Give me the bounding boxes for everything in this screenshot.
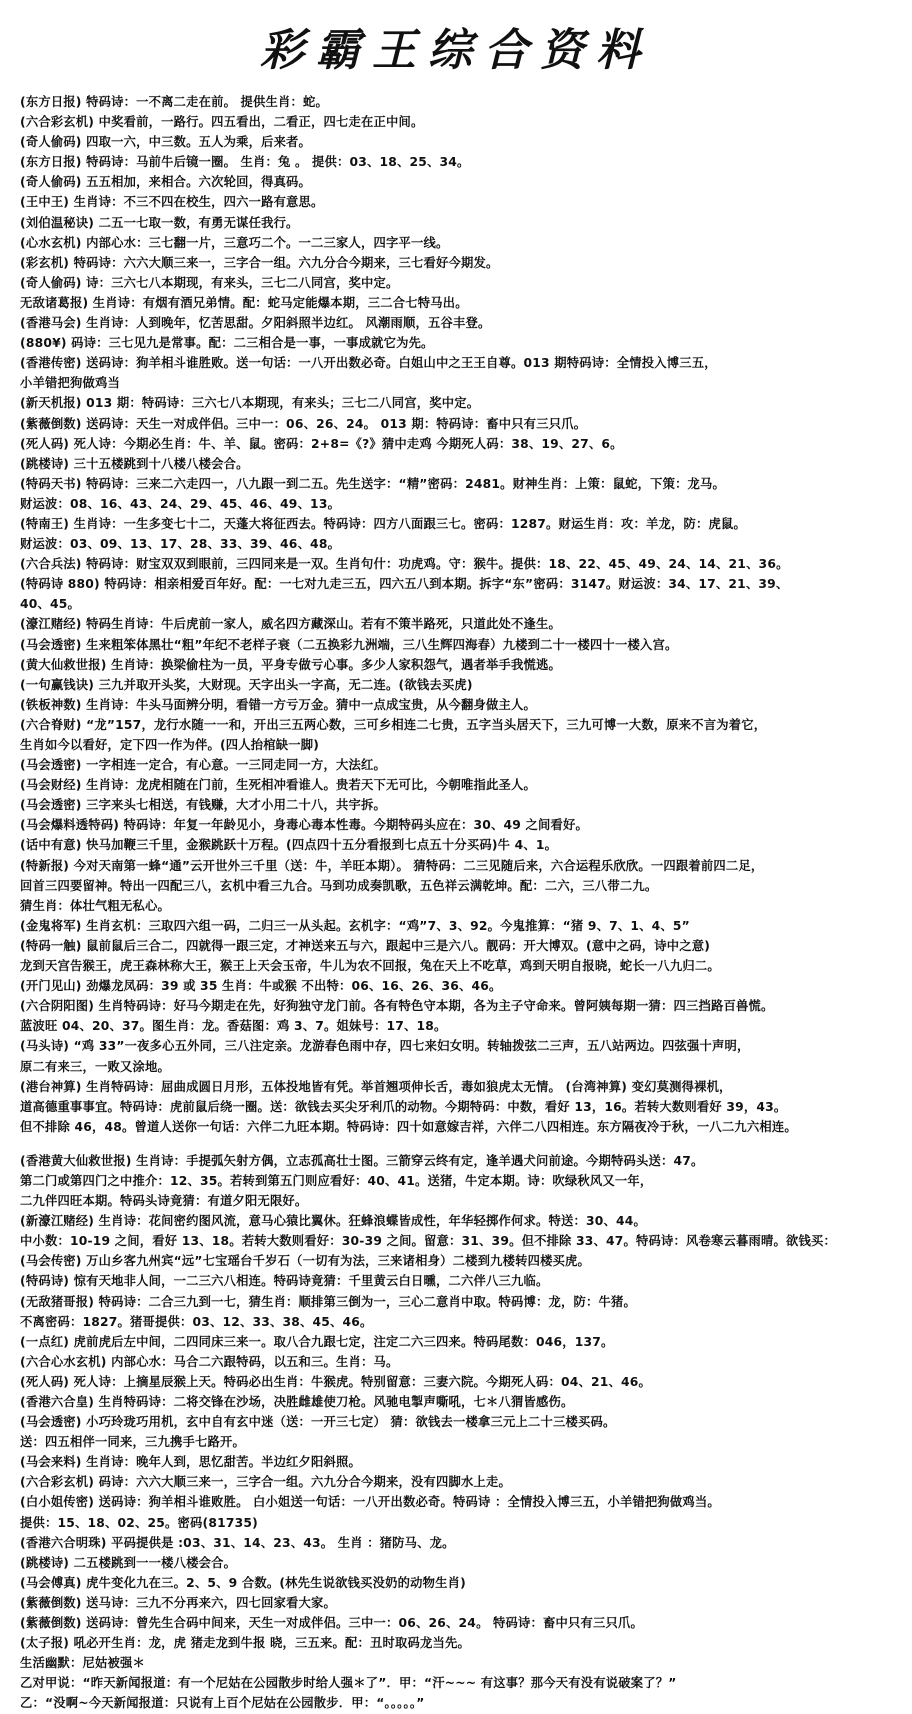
text-line: (马会透密) 生来粗笨体黑壮“粗”年纪不老样子衰（二五换彩九洲端，三八生辉四海春）九楼到二十一楼四十一楼入宫。 xyxy=(20,637,678,652)
text-line: (六合阴阳图) 生肖特码诗：好马今期走在先，好狗独守龙门前。各有特色守本期，各为主子守命来。曾阿姨每期一猜：四三挡路百兽慌。 xyxy=(20,999,774,1014)
text-line: (新天机报) 013 期：特码诗：三六七八本期现，有来头；三七二八同宫，奖中定。 xyxy=(20,396,480,411)
text-line: (金鬼将军) 生肖玄机：三取四六组一码，二归三一从头起。玄机字：“鸡”7、3、92。今鬼推算：“猪 9、7、1、4、5” xyxy=(20,918,690,933)
text-line: (东方日报) 特码诗：一不离二走在前。 提供生肖：蛇。 xyxy=(20,95,329,109)
text-line: (跳楼诗) 二五楼跳到一一楼八楼会合。 xyxy=(20,1555,237,1570)
text-line: (港台神算) 生肖特码诗：屈曲成圆日月形，五体投地皆有凭。举首翘项伸长舌，毒如狼虎太无情。 (台湾神算) 变幻莫测得裸机， xyxy=(20,1079,732,1094)
text-line xyxy=(20,1137,904,1151)
text-line: (白小姐传密) 送码诗：狗羊相斗谁败胜。 白小姐送一句话：一八开出数必奇。特码诗 ：全情投入博三五，小羊错把狗做鸡当。 xyxy=(20,1495,720,1510)
text-line: (六合脊财) “龙”157，龙行水随一一和，开出三五两心数，三可乡相连二七贵，五字当头居天下，三九可博一大数，原来不言为着它， xyxy=(20,717,767,732)
text-line: (马头诗) “鸡 33”一夜多心五外同，三八注定亲。龙游春色雨中存，四七来妇女明。转轴拨弦二三声，五八站两边。四弦强十声明， xyxy=(20,1039,750,1054)
text-line: 中小数：10-19 之间，看好 13、18。若转大数则看好：30-39 之间。留意：31、39。但不排除 33、47。特码诗：风卷寒云暮雨晴。欲钱买： xyxy=(20,1234,837,1249)
text-line: 原二有来三，一败又涂地。 xyxy=(20,1059,170,1074)
text-line: (六合彩玄机) 中奖看前，一路行。四五看出，二看正，四七走在正中间。 xyxy=(20,115,424,130)
text-line: 财运波：08、16、43、24、29、45、46、49、13。 xyxy=(20,496,341,511)
text-line: (特新报) 今对天南第一蜂“通”云开世外三千里（送：牛，羊旺本期）。 猜特码：二三见随后来，六合运程乐欣欣。一四跟着前四二足， xyxy=(20,858,764,873)
text-line: (香港六合皇) 生肖特码诗：二将交锋在沙场，决胜雌雄使刀枪。风驰电掣声嘶吼，七＊八猬皆感伤。 xyxy=(20,1395,574,1409)
text-line: (紫薇倒数) 送码诗：天生一对成伴侣。三中一：06、26、24。 013 期：特码诗：畜中只有三只爪。 xyxy=(20,416,587,431)
text-line: (特南王) 生肖诗：一生多变七十二，天蓬大将征西去。特码诗：四方八面跟三七。密码：1287。财运生肖：攻：羊龙，防：虎鼠。 xyxy=(20,516,746,531)
text-line: (刘伯温秘诀) 二五一七取一数，有勇无谋任我行。 xyxy=(20,215,299,230)
text-line: (紫薇倒数) 送马诗：三九不分再来六，四七回家看大家。 xyxy=(20,1595,337,1610)
text-line: (紫薇倒数) 送码诗：曾先生合码中间来，天生一对成伴侣。三中一：06、26、24。 特码诗：畜中只有三只爪。 xyxy=(20,1616,644,1631)
text-line: (马会爆料透特码) 特码诗：年复一年龄见小，身毒心毒本性毒。今期特码头应在：30、49 之间看好。 xyxy=(20,818,589,833)
document-page xyxy=(0,22,912,1710)
text-line: (王中王) 生肖诗：不三不四在校生，四六一路有意思。 xyxy=(20,195,324,210)
text-line: 道高德重事事宜。特码诗：虎前鼠后绕一圈。送：欲钱去买尖牙利爪的动物。今期特码：中数，看好 13，16。若转大数则看好 39，43。 xyxy=(20,1099,787,1114)
text-line: 乙：“没啊~今天新闻报道：只说有上百个尼姑在公园散步．甲：“。。。。。” xyxy=(20,1696,425,1711)
text-line: (新濠江赌经) 生肖诗：花间密约图风流，意马心猿比翼休。狂蜂浪蝶皆成性，年华轻掷作何求。特送：30、44。 xyxy=(20,1214,647,1229)
text-line: (马会财经) 生肖诗：龙虎相随在门前，生死相冲看谁人。贵若天下无可比，今朝唯指此圣人。 xyxy=(20,778,536,793)
text-line: (马会傅真) 虎牛变化九在三。2、5、9 合数。(林先生说欲钱买没奶的动物生肖) xyxy=(20,1575,466,1590)
text-line: (濠江赌经) 特码生肖诗：牛后虎前一家人，威名四方藏深山。若有不策半路死，只道此处不逢生。 xyxy=(20,617,561,632)
text-line: 提供：15、18、02、25。密码(81735) xyxy=(20,1515,258,1530)
text-line: 小羊错把狗做鸡当 xyxy=(20,376,120,391)
text-line: 回首三四要留神。特出一四配三八，玄机中看三九合。马到功成奏凯歌，五色祥云满乾坤。配：二六，三八带二九。 xyxy=(20,878,658,893)
text-line: (马会传密) 万山乡客九州宾“远”七宝瑶台千岁石（一切有为法，三来诸相身）二楼到九楼转四楼买虎。 xyxy=(20,1254,591,1269)
text-line: (死人码) 死人诗：今期必生肖：牛、羊、鼠。密码：2+8=《?》猜中走鸡 今期死人码：38、19、27、6。 xyxy=(20,436,623,451)
text-line: (心水玄机) 内部心水：三七翻一片，三意巧二个。一二三家人，四字平一线。 xyxy=(20,235,449,250)
text-line: (开门见山) 劲爆龙凤码：39 或 35 生肖：牛或猴 不出特：06、16、26、36、46。 xyxy=(20,979,502,994)
text-line: (死人码) 死人诗：上摘星辰猴上天。特码必出生肖：牛猴虎。特别留意：三妻六院。今期死人码：04、21、46。 xyxy=(20,1374,652,1389)
text-line: (东方日报) 特码诗：马前牛后镜一圈。 生肖：兔 。 提供：03、18、25、34。 xyxy=(20,155,470,170)
text-line: 无敌诸葛报) 生肖诗：有烟有酒兄弟情。配：蛇马定能爆本期，三二合七特马出。 xyxy=(20,295,468,310)
text-line: (无敌猪哥报) 特码诗：二合三九到一七，猜生肖：顺排第三倒为一，三心二意肖中取。特码博：龙，防：牛猪。 xyxy=(20,1294,636,1309)
text-line: (奇人偷码) 四取一六，中三数。五人为乘，后来者。 xyxy=(20,135,312,150)
text-line: (马会透密) 三字来头七相送，有钱赚，大才小用二十八，共宇拆。 xyxy=(20,798,387,813)
text-line: (奇人偷码) 五五相加，来相合。六次轮回，得真码。 xyxy=(20,175,312,190)
text-line: 40、45。 xyxy=(20,597,81,612)
text-line: (话中有意) 快马加鞭三千里，金猴跳跃十万程。(四点四十五分看报到七点五十分买码)牛 4、1。 xyxy=(20,838,558,853)
text-line: (香港马会) 生肖诗：人到晚年，忆苦思甜。夕阳斜照半边红。 风潮雨顺，五谷丰登。 xyxy=(20,316,491,331)
text-line: (特码一触) 鼠前鼠后三合二，四就得一跟三定，才神送来五与六，跟起中三是六八。靓码：开大博双。(意中之码，诗中之意) xyxy=(20,938,711,953)
text-line: (跳楼诗) 三十五楼跳到十八楼八楼会合。 xyxy=(20,456,249,471)
text-line: (香港传密) 送码诗：狗羊相斗谁胜败。送一句话：一八开出数必奇。白姐山中之王王自尊。013 期特码诗：全情投入博三五， xyxy=(20,356,717,371)
text-line: (六合彩玄机) 码诗：六六大顺三来一，三字合一组。六九分合今期来，没有四脚水上走。 xyxy=(20,1475,512,1490)
text-line: 送：四五相伴一同来，三九携手七路开。 xyxy=(20,1435,245,1450)
text-line: (马会来料) 生肖诗：晚年人到，思忆甜苦。半边红夕阳斜照。 xyxy=(20,1455,362,1470)
text-line: (马会透密) 一字相连一定合，有心意。一三同走同一方，大法红。 xyxy=(20,758,387,773)
text-line: 生肖如今以看好，定下四一作为伴。(四人抬棺缺一脚) xyxy=(20,738,320,752)
text-line: 财运波：03、09、13、17、28、33、39、46、48。 xyxy=(20,537,341,552)
page-title: 彩霸王综合资料 xyxy=(260,25,652,76)
text-line: (太子报) 吼必开生肖：龙，虎 猪走龙到牛报 晓，三五来。配：丑时取码龙当先。 xyxy=(20,1636,470,1651)
text-line: 第二门或第四门之中推介：12、35。若转到第五门则应看好：40、41。送猪，牛定本期。诗：吹绿秋风又一年， xyxy=(20,1173,653,1188)
text-line: (特码天书) 特码诗：三来二六走四一，八九跟一到二五。先生送字：“精”密码：2481。财神生肖：上策：鼠蛇，下策：龙马。 xyxy=(20,476,726,491)
text-line: 不离密码：1827。猪哥提供：03、12、33、38、45、46。 xyxy=(20,1314,373,1329)
text-line: (铁板神数) 生肖诗：牛头马面辨分明，看错一方亏万金。猜中一点成宝贵，从今翻身做主人。 xyxy=(20,697,536,712)
text-line: (马会透密) 小巧玲珑巧用机，玄中自有玄中迷（送：一开三七定） 猜：欲钱去一楼拿三元上二十三楼买码。 xyxy=(20,1415,616,1430)
text-line: (880¥) 码诗：三七见九是常事。配：二三相合是一事，一事成就它为先。 xyxy=(20,336,434,351)
text-line: 生活幽默：尼姑被强＊ xyxy=(20,1656,145,1671)
text-line: 蓝波旺 04、20、37。图生肖：龙。香菇图：鸡 3、7。姐妹号：17、18。 xyxy=(20,1019,447,1034)
text-line: (奇人偷码) 诗：三六七八本期现，有来头，三七二八同宫，奖中定。 xyxy=(20,275,399,290)
text-line: 猜生肖：体壮气粗无私心。 xyxy=(20,898,170,913)
text-line: (香港六合明珠) 平码提供是 :03、31、14、23、43。 生肖 ：猪防马、龙。 xyxy=(20,1535,455,1550)
text-line: (一句赢钱诀) 三九并取开头奖，大财现。天字出头一字高，无二连。(欲钱去买虎) xyxy=(20,677,473,692)
text-line: 但不排除 46，48。曾道人送你一句话：六伴二九旺本期。特码诗：四十如意嫁吉祥，六伴二八四相连。东方隔夜冷于秋，一八二九六相连。 xyxy=(20,1119,797,1134)
text-line: (六合兵法) 特码诗：财宝双双到眼前，三四同来是一双。生肖句什：功虎鸡。守：猴牛。提供：18、22、45、49、24、14、21、36。 xyxy=(20,557,789,572)
text-line: 龙到天宫告猴王，虎王森林称大王，猴王上天会玉帝，牛儿为农不回报，兔在天上不吃草，鸡到天明自报晓，蛇长一八九归二。 xyxy=(20,959,720,974)
text-line: (黄大仙救世报) 生肖诗：换梁偷柱为一员，平身专做亏心事。多少人家积怨气，遇者举手我慌逃。 xyxy=(20,657,561,672)
text-line: (一点红) 虎前虎后左中间，二四同床三来一。取八合九跟七定，注定二六三四来。特码尾数：046，137。 xyxy=(20,1334,614,1349)
text-line: (特码诗) 惊有天地非人间，一二三六八相连。特码诗竟猜：千里黄云白日曛，二六伴八三九临。 xyxy=(20,1274,549,1289)
text-line: 二九伴四旺本期。特码头诗竟猜：有道夕阳无限好。 xyxy=(20,1194,308,1209)
document-body xyxy=(0,92,912,1714)
text-line: 乙对甲说：“昨天新闻报道：有一个尼姑在公园散步时给人强＊了”．甲：“汗~~~ 有这事？那今天有没有说破案了？” xyxy=(20,1676,677,1691)
text-line: (特码诗 880) 特码诗：相亲相爱百年好。配：一七对九走三五，四六五八到本期。拆字“东”密码：3147。财运波：34、17、21、39、 xyxy=(20,577,789,592)
text-line: (香港黄大仙救世报) 生肖诗：手提弧矢射方偶，立志孤高壮士图。三箭穿云终有定，逢羊遇犬问前途。今期特码头送：47。 xyxy=(20,1153,704,1168)
text-line: (彩玄机) 特码诗：六六大顺三来一，三字合一组。六九分合今期来，三七看好今期发。 xyxy=(20,255,499,270)
text-line: (六合心水玄机) 内部心水：马合二六跟特码，以五和三。生肖：马。 xyxy=(20,1354,399,1369)
